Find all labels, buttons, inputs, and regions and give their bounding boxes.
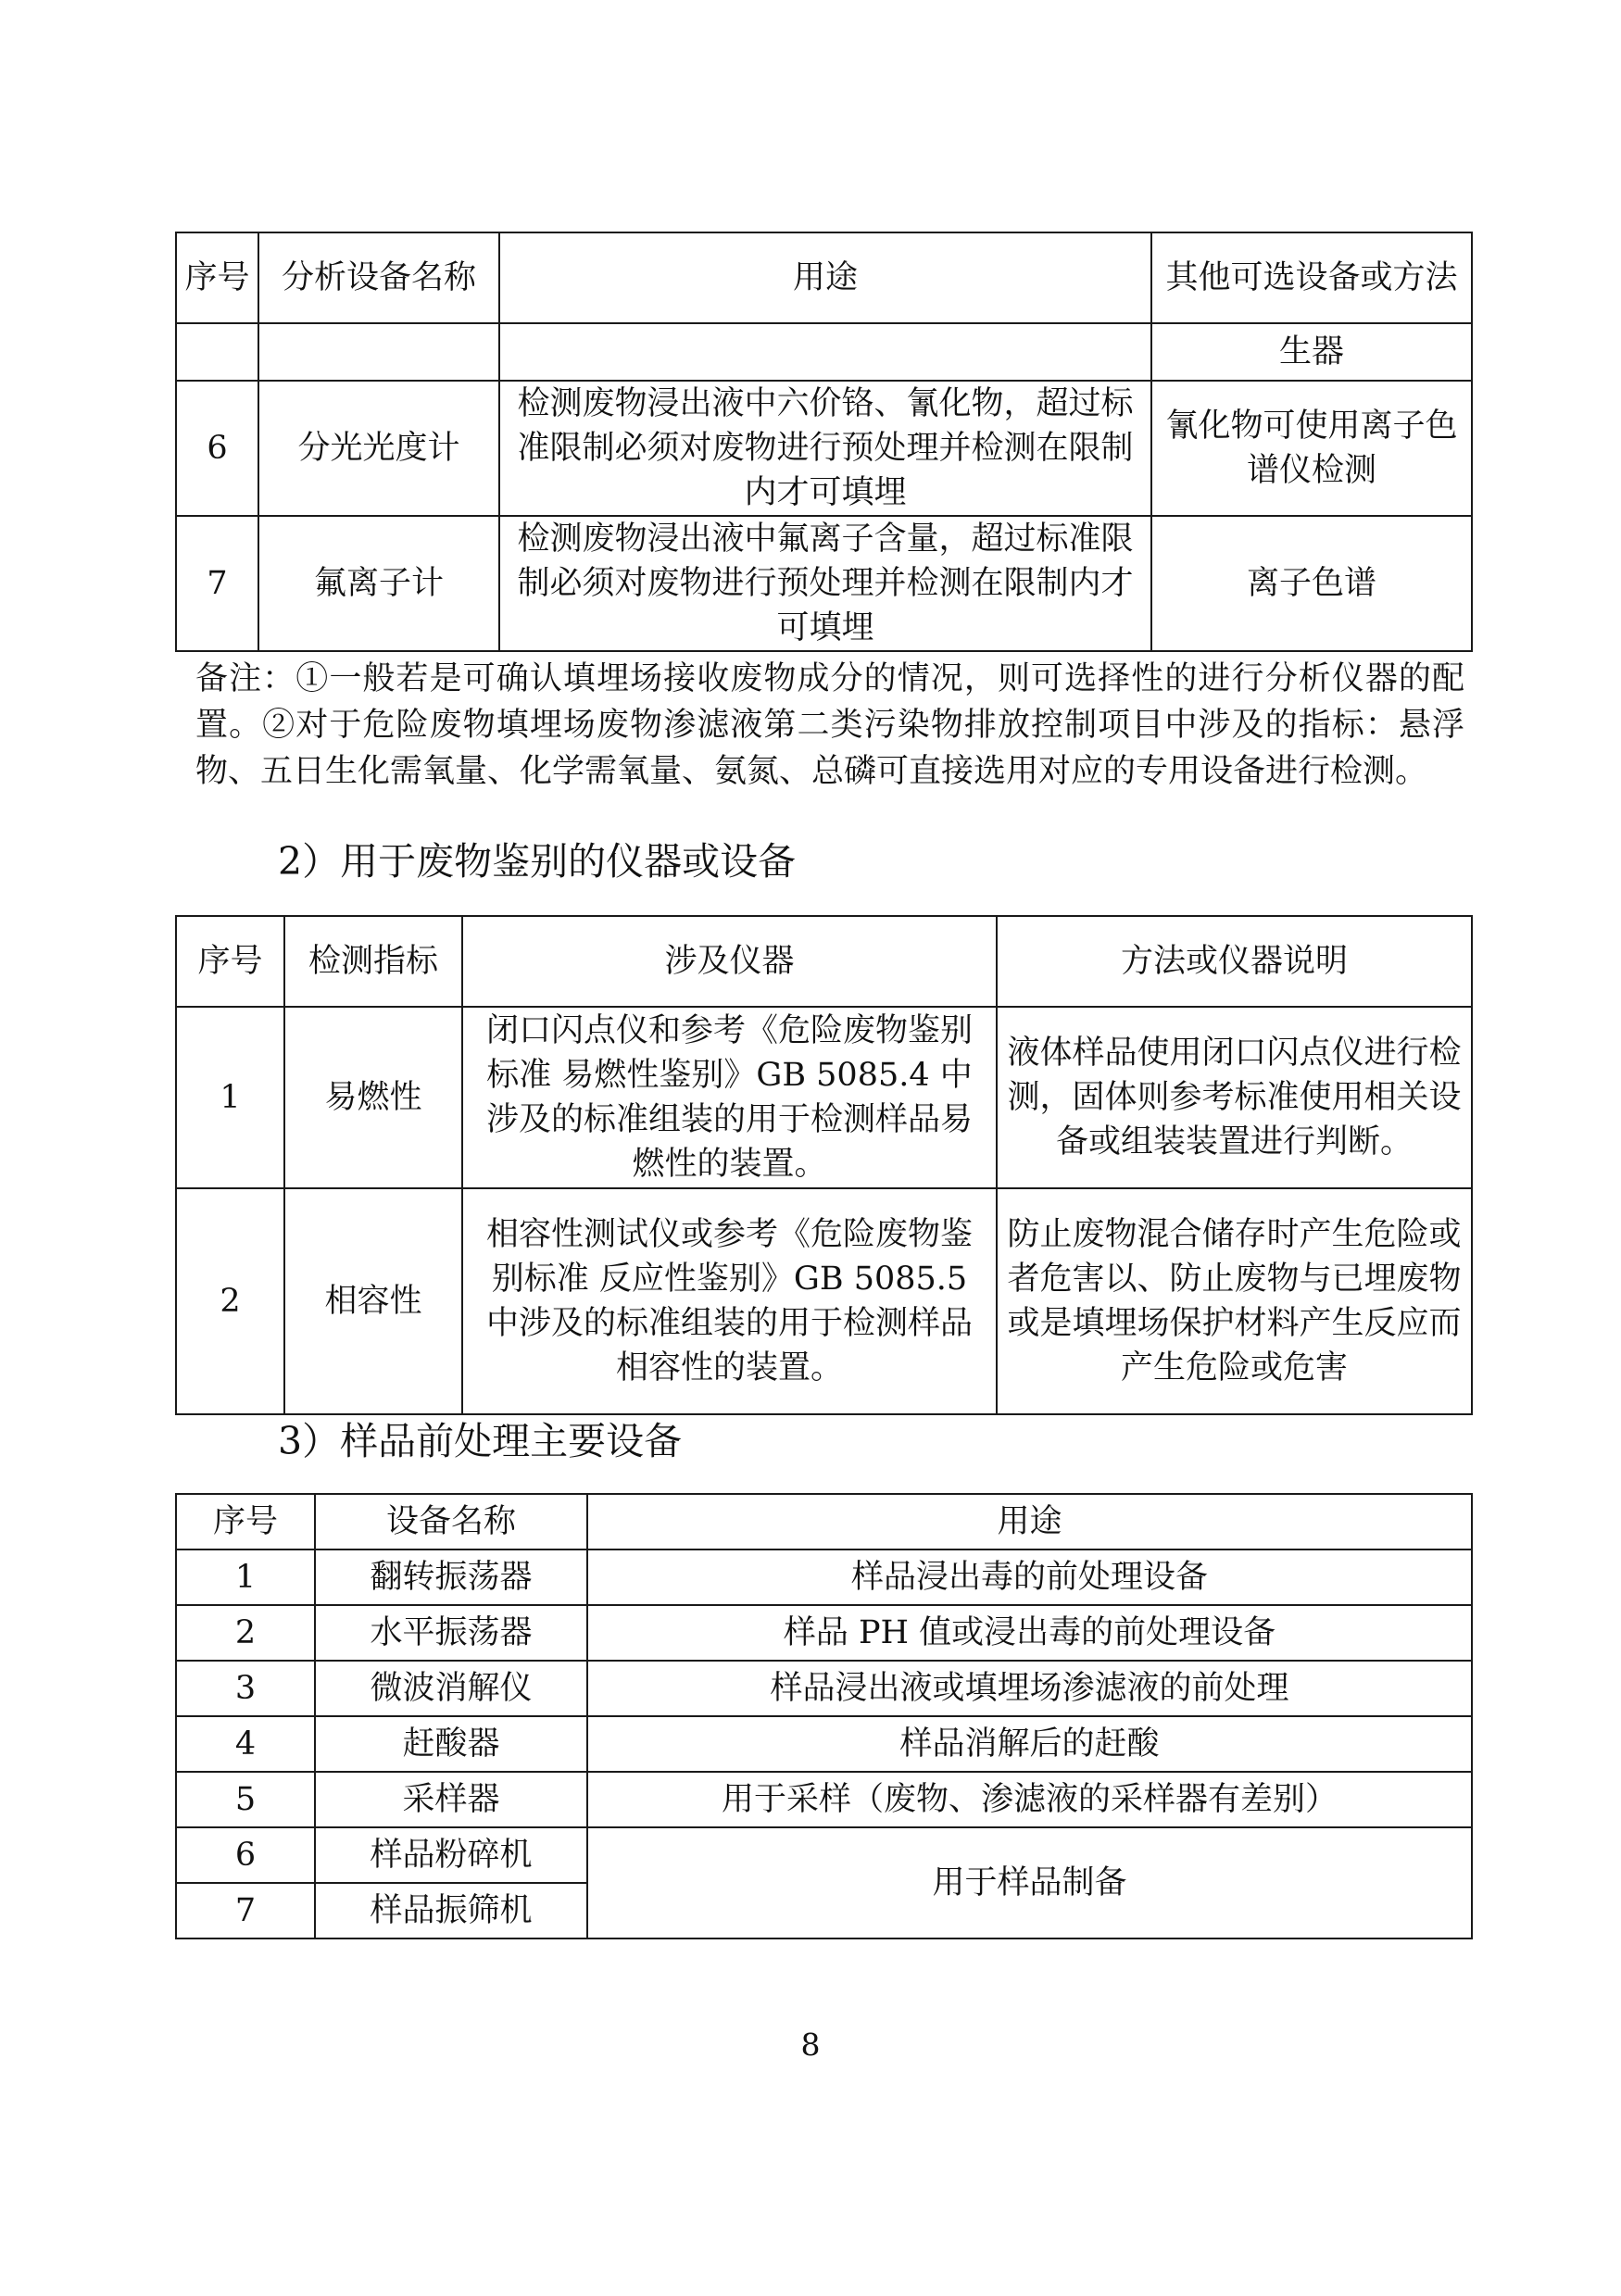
table-cell <box>258 323 499 381</box>
table-cell: 样品振筛机 <box>315 1883 587 1938</box>
table-cell: 5 <box>176 1772 315 1827</box>
table-row <box>176 1549 1472 1605</box>
table-row <box>176 516 1472 651</box>
sample-pretreatment-table <box>175 1493 1473 1939</box>
table-row <box>176 1827 1472 1883</box>
table-row <box>176 1772 1472 1827</box>
table-note: 备注：①一般若是可确认填埋场接收废物成分的情况，则可选择性的进行分析仪器的配置。②对于危险废物填埋场废物渗滤液第二类污染物排放控制项目中涉及的指标：悬浮物、五日生化需氧量、化学需氧量、氨氮、总磷可直接选用对应的专用设备进行检测。 <box>195 660 1464 790</box>
table-cell: 3 <box>176 1661 315 1716</box>
table-row <box>176 1007 1472 1188</box>
table-row <box>176 381 1472 516</box>
table-cell: 采样器 <box>315 1772 587 1827</box>
table-cell: 样品粉碎机 <box>315 1827 587 1883</box>
table-cell: 7 <box>176 1883 315 1938</box>
table-cell: 生器 <box>1151 323 1472 381</box>
header-cell: 序号 <box>176 1494 315 1549</box>
table-cell: 离子色谱 <box>1151 516 1472 651</box>
table-cell: 闭口闪点仪和参考《危险废物鉴别标准 易燃性鉴别》GB 5085.4 中涉及的标准组装的用于检测样品易燃性的装置。 <box>462 1007 997 1188</box>
table-cell: 1 <box>176 1549 315 1605</box>
header-cell: 方法或仪器说明 <box>997 916 1472 1007</box>
table-cell <box>499 323 1151 381</box>
table-header-row <box>176 232 1472 323</box>
waste-identification-table <box>175 915 1473 1415</box>
table-cell: 样品浸出液或填埋场渗滤液的前处理 <box>587 1661 1472 1716</box>
table-cell: 微波消解仪 <box>315 1661 587 1716</box>
header-cell: 序号 <box>176 232 258 323</box>
table-cell: 氟离子计 <box>258 516 499 651</box>
table-row <box>176 323 1472 381</box>
table-cell <box>176 323 258 381</box>
table-cell: 相容性测试仪或参考《危险废物鉴别标准 反应性鉴别》GB 5085.5 中涉及的标准组装的用于检测样品相容性的装置。 <box>462 1188 997 1414</box>
page-number: 8 <box>800 2026 821 2063</box>
header-cell: 分析设备名称 <box>258 232 499 323</box>
table-cell: 4 <box>176 1716 315 1772</box>
table-row <box>176 1188 1472 1414</box>
table-cell: 分光光度计 <box>258 381 499 516</box>
table-cell: 液体样品使用闭口闪点仪进行检测，固体则参考标准使用相关设备或组装装置进行判断。 <box>997 1007 1472 1188</box>
table-cell: 6 <box>176 1827 315 1883</box>
table-cell: 易燃性 <box>284 1007 462 1188</box>
table-cell: 6 <box>176 381 258 516</box>
table-row <box>176 1605 1472 1661</box>
table-cell: 1 <box>176 1007 284 1188</box>
table-cell: 翻转振荡器 <box>315 1549 587 1605</box>
table-header-row <box>176 916 1472 1007</box>
table-cell: 样品浸出毒的前处理设备 <box>587 1549 1472 1605</box>
table-cell-merged: 用于样品制备 <box>587 1827 1472 1938</box>
table-cell: 样品 PH 值或浸出毒的前处理设备 <box>587 1605 1472 1661</box>
table-cell: 用于采样（废物、渗滤液的采样器有差别） <box>587 1772 1472 1827</box>
table-cell: 检测废物浸出液中氟离子含量，超过标准限制必须对废物进行预处理并检测在限制内才可填埋 <box>499 516 1151 651</box>
table-cell: 水平振荡器 <box>315 1605 587 1661</box>
header-cell: 用途 <box>587 1494 1472 1549</box>
section-heading-3: 3）样品前处理主要设备 <box>278 1419 683 1463</box>
table-cell: 赶酸器 <box>315 1716 587 1772</box>
section-heading-2: 2）用于废物鉴别的仪器或设备 <box>278 839 797 884</box>
table-cell: 防止废物混合储存时产生危险或者危害以、防止废物与已埋废物或是填埋场保护材料产生反应而产生危险或危害 <box>997 1188 1472 1414</box>
table-header-row <box>176 1494 1472 1549</box>
header-cell: 涉及仪器 <box>462 916 997 1007</box>
table-cell: 2 <box>176 1188 284 1414</box>
table-cell: 7 <box>176 516 258 651</box>
header-cell: 用途 <box>499 232 1151 323</box>
table-row <box>176 1661 1472 1716</box>
header-cell: 设备名称 <box>315 1494 587 1549</box>
header-cell: 检测指标 <box>284 916 462 1007</box>
table-cell: 氰化物可使用离子色谱仪检测 <box>1151 381 1472 516</box>
table-cell: 2 <box>176 1605 315 1661</box>
header-cell: 其他可选设备或方法 <box>1151 232 1472 323</box>
header-cell: 序号 <box>176 916 284 1007</box>
table-cell: 检测废物浸出液中六价铬、氰化物，超过标准限制必须对废物进行预处理并检测在限制内才可填埋 <box>499 381 1151 516</box>
table-cell: 样品消解后的赶酸 <box>587 1716 1472 1772</box>
table-cell: 相容性 <box>284 1188 462 1414</box>
table-row <box>176 1716 1472 1772</box>
analysis-equipment-table <box>175 232 1473 652</box>
